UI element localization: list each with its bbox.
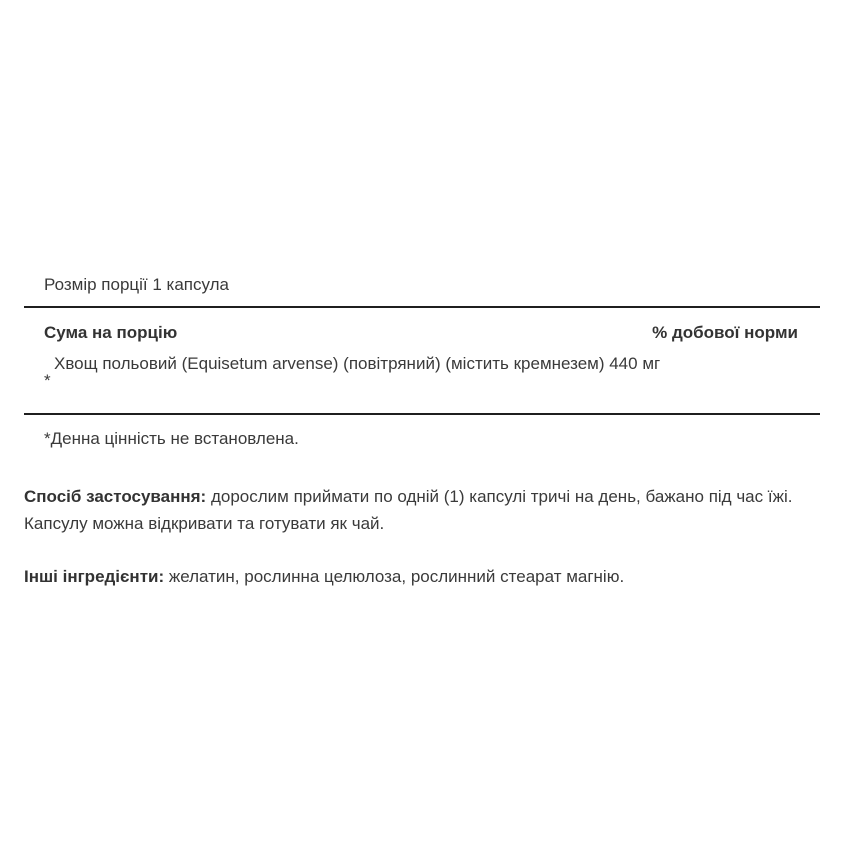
other-ingredients-text: желатин, рослинна целюлоза, рослинний стеарат магнію. [168,567,625,586]
supplement-facts [24,270,820,449]
amount-per-serving-label: Сума на порцію [44,323,178,342]
other-ingredients [24,563,824,590]
ingredient-name: Хвощ польовий (Equisetum arvense) (повітряний) (містить кремнезем) 440 мг [54,354,661,373]
serving-size: Розмір порції 1 капсула [44,275,230,294]
usage-label: Спосіб застосування: [24,487,207,506]
usage-directions [24,483,824,537]
other-ingredients-label: Інші інгредієнти: [24,567,165,586]
ingredient-dv-marker: * [44,371,51,390]
daily-value-footnote: *Денна цінність не встановлена. [44,429,299,448]
usage-text: дорослим приймати по одній (1) капсулі тричі на день, бажано під час їжі. Капсулу можна відкривати та готувати як чай. [24,487,793,533]
ingredient-row [24,345,820,413]
facts-header-row [24,308,820,345]
daily-value-label: % добової норми [652,323,798,342]
